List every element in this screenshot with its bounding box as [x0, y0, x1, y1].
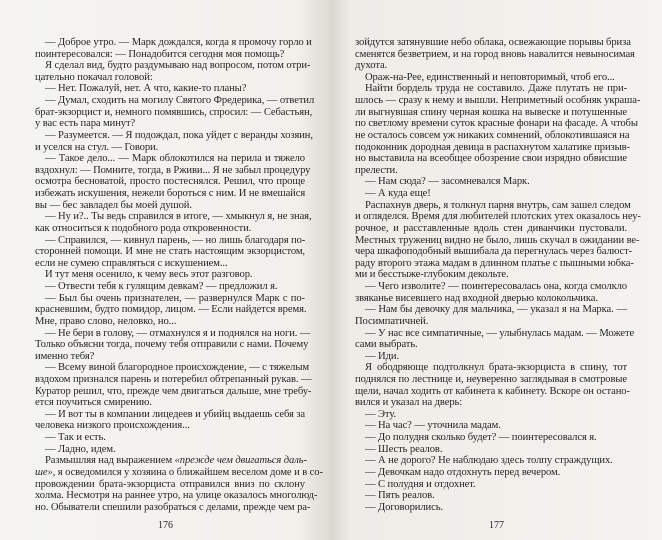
text-segment: Размышляя над выражением	[45, 455, 175, 467]
text-line: — Разумеется. — Я подождал, пока уйдет с веранды хозяин,	[45, 129, 313, 141]
text-line: если не сумею справляться с искушением...	[35, 257, 228, 269]
right-page	[331, 0, 662, 540]
text-line	[35, 455, 305, 467]
text-line	[35, 466, 323, 479]
text-line: сторонней помощи. И мне не стать настоящим экзорцистом,	[35, 246, 305, 258]
page-number-left: 176	[158, 520, 173, 531]
page-number-right: 177	[489, 520, 504, 531]
text-line: духота.	[355, 60, 388, 72]
text-line: — Такое дело... — Марк облокотился на перила и тяжело	[45, 153, 305, 165]
text-line: — Пять реалов.	[365, 490, 435, 502]
text-line: ется поучиться смирению.	[35, 397, 152, 409]
text-line: — Так и есть.	[45, 432, 106, 444]
text-line: — Девочкам надо отдохнуть перед вечером.	[365, 466, 561, 478]
text-line: как относиться к подобного рода откровенности.	[35, 222, 252, 234]
text-line: — Договорились.	[365, 501, 443, 513]
text-line: провождении брата-экзорциста отправился вниз по склону	[35, 478, 305, 490]
text-line: — Справился, — кивнул парень, — но лишь благодаря по-	[45, 234, 306, 246]
text-line: Я ободряюще подтолкнул брата-экзорциста в спину, тот	[365, 362, 627, 374]
text-line: И тут меня осенило, к чему весь этот разговор.	[45, 269, 253, 281]
text-line: Только объясни тогда, почему тебя отправили с нами. Почему	[35, 339, 309, 351]
text-line: — Доброе утро. — Марк дождался, когда я промочу горло и	[45, 37, 312, 48]
text-segment: , я осведомился у хозяина о ближайшем веселом доме и в со-	[52, 466, 323, 478]
text-line: — Был бы очень признателен, — развернулся Марк с по-	[45, 292, 305, 304]
text-line: — Иди.	[365, 350, 400, 362]
text-line: — Эту.	[365, 408, 397, 420]
text-line: — Нам сюда? — засомневался Марк.	[365, 176, 530, 188]
text-line: — Нам бы девочку для мальчика, — указал я на Марка. —	[365, 304, 627, 316]
text-line: щели, начал ходить от кабинета к кабинету. Вскоре он остано-	[355, 385, 630, 397]
text-line: — Ну и?.. Ты ведь справился в итоге, — хмыкнул я, не зная,	[45, 211, 312, 223]
text-line: Ораж-на-Рее, единственный и неповторимый, чтоб его...	[365, 71, 615, 83]
text-line: — Нет. Пожалуй, нет. А что, какие-то планы?	[45, 83, 247, 95]
text-line: раду второго этажа мадам в длинном платье с пышными юбка-	[355, 257, 634, 269]
text-line: — Чего изволите? — поинтересовалась она, когда смолкло	[365, 281, 627, 293]
text-line: холма. Несмотря на раннее утро, на улице оказалось многолюд-	[35, 490, 318, 502]
text-line: вздохнул: — Помните, тогда, в Рживи... Я не забыл процедуру	[35, 164, 311, 176]
text-line: не осталось совсем уж никаких сомнений, облокотившаяся на	[355, 129, 630, 141]
text-line: ли выгнувшая спину черная кошка на вывеске и потушенные	[355, 106, 627, 118]
text-line: рочное, и расставленные вдоль стен диванчики пустовали.	[355, 222, 627, 234]
italic-text: «прежде чем двигаться даль-	[174, 455, 307, 467]
text-line: Найти бордель труда не составило. Даже плутать не при-	[365, 83, 627, 95]
text-line: — Отвести тебя к гулящим девкам? — предложил я.	[45, 281, 278, 293]
text-line: прелести.	[355, 164, 398, 176]
text-line: Куратор решил, что, прежде чем двигаться дальше, мне требу-	[35, 385, 312, 397]
text-line: ми и бесстыже-глубоким декольте.	[355, 269, 509, 281]
text-line: — На час? — уточнила мадам.	[365, 420, 501, 432]
text-line: — И вот ты в компании лицедеев и убийц выдаешь себя за	[45, 408, 305, 420]
text-line: поднялся по лестнице и, неуверенно заглядывая в смотровые	[355, 373, 627, 385]
text-line: цательно покачал головой:	[35, 71, 153, 83]
text-line: вился и указал на дверь:	[355, 397, 463, 409]
text-line: и огляделся. Время для любителей плотских утех оказалось неу-	[355, 211, 641, 223]
text-line: шлось — сразу к нему и вышли. Неприметный особняк украша-	[355, 95, 641, 107]
text-line: — Всему виной благородное происхождение, — с тяжелым	[45, 362, 309, 374]
text-line: Мне, право слово, неловко, но...	[35, 315, 177, 327]
text-line: избежать искушения, нежели бороться с ним. И не вмешайся	[35, 188, 306, 200]
text-line: сами выбрать.	[355, 339, 418, 351]
text-line: брат-экзорцист и, немного помявшись, спросил: — Себастьян,	[35, 106, 313, 118]
text-line: — С полудня и отдохнет.	[365, 478, 476, 490]
text-line: звяканье висевшего над входной дверью колокольчика.	[355, 292, 598, 304]
text-line: Я сделал вид, будто раздумываю над вопросом, потом отри-	[45, 60, 311, 72]
text-line: у вас есть пара минут?	[35, 118, 136, 130]
text-line: вздохом признался парень и потеребил обтрепанный рукав. —	[35, 373, 312, 385]
text-line: — А не дорого? Не наблюдаю здесь толпу страждущих.	[365, 455, 613, 467]
text-line: именно тебя?	[35, 350, 95, 362]
text-line: зойдутся затянувшие небо облака, освежающие порывы бриза	[355, 37, 631, 48]
text-line: — Думал, сходить на могилу Святого Фредерика, — ответил	[45, 95, 315, 107]
text-line: но выставила на всеобщее обозрение свои изрядно обвисшие	[355, 153, 627, 165]
text-line: — А куда еще!	[365, 188, 431, 200]
text-line: вы — бес завладел бы моей душой.	[35, 199, 192, 211]
text-line: осмотра бесноватой, просто постеснялся. Решил, что проще	[35, 176, 305, 188]
text-line: Посимпатичней.	[355, 315, 429, 327]
text-line: — До полудня сколько будет? — поинтересовался я.	[365, 432, 597, 444]
text-line: но. Обыватели спешили разобраться с делами, прежде чем ра-	[35, 501, 311, 513]
text-line: чера шкафоподобный вышибала да перегнулась через балюст-	[355, 246, 633, 258]
text-line: по светлому времени суток красные фонари на фасаде. А чтобы	[355, 118, 638, 130]
text-line: — У нас все симпатичные, — улыбнулась мадам. — Можете	[365, 327, 635, 339]
text-line: — Не бери в голову, — отмахнулся я и поднялся на ноги. —	[45, 327, 311, 339]
text-line: Распахнув дверь, я толкнул парня внутрь, сам зашел следом	[365, 199, 631, 211]
italic-text: ше»	[35, 466, 53, 478]
text-line: — Ладно, идем.	[45, 443, 116, 455]
text-line: сменятся безветрием, и на город вновь навалится невыносимая	[355, 48, 635, 60]
text-line: поинтересовался: — Понадобится сегодня моя помощь?	[35, 48, 285, 60]
text-line: Местных тружениц видно не было, лишь скучал в ожидании ве-	[355, 234, 640, 246]
text-line: подоконник дородная девица в распахнутом халатике призыв-	[355, 141, 630, 153]
text-line: — Шесть реалов.	[365, 443, 443, 455]
text-line: человека низкого происхождения...	[35, 420, 190, 432]
text-line: и уселся на стул. — Говори.	[35, 141, 159, 153]
text-line: красневшим, будто помидор, лицом. — Если найдется время.	[35, 304, 307, 316]
